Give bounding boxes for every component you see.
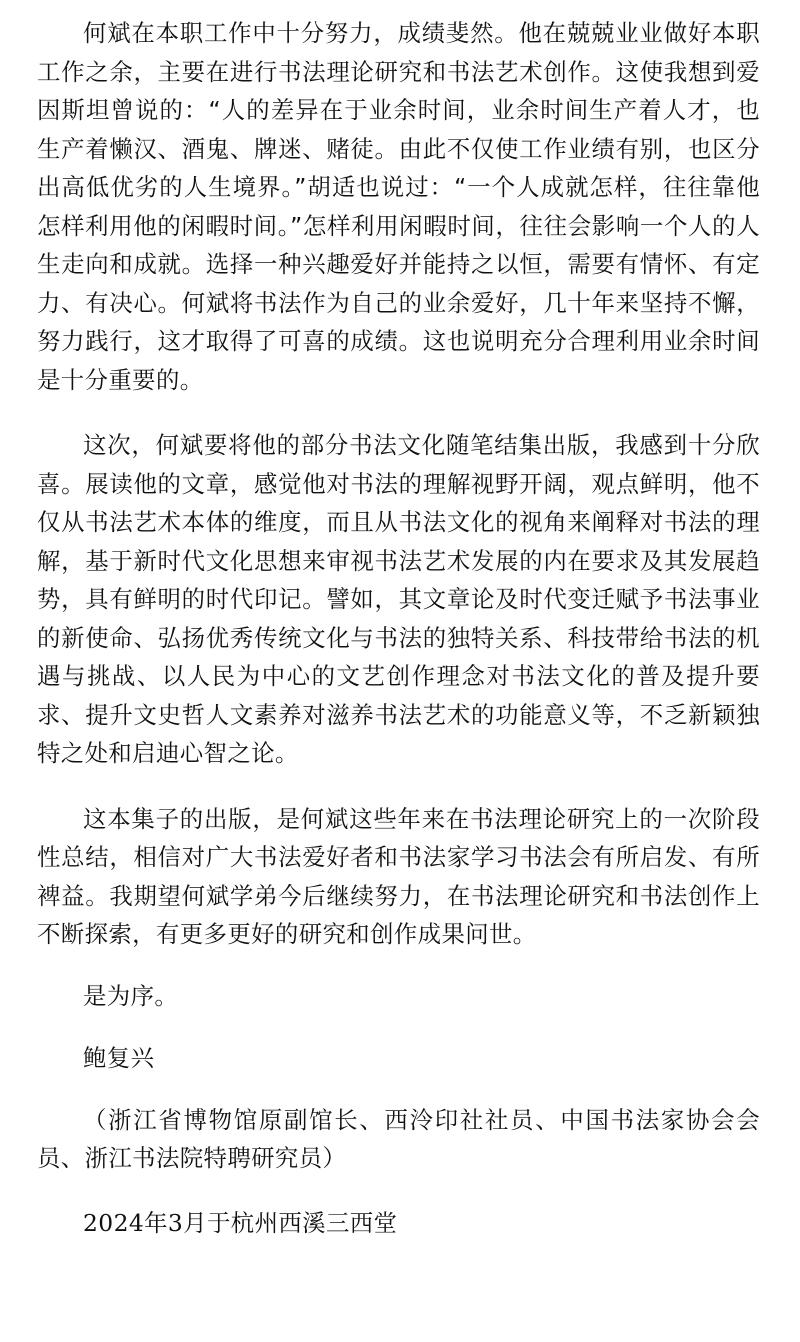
date-place-line: 2024年3月于杭州西溪三西堂 [83,1208,398,1237]
closing-line: 是为序。 [83,981,179,1010]
body-paragraph-2: 这次，何斌要将他的部分书法文化随笔结集出版，我感到十分欣喜。展读他的文章，感觉他对书法的理解视野开阔，观点鲜明，他不仅从书法艺术本体的维度，而且从书法文化的视角来阐释对书法的理解，基于新时代文化思想来审视书法艺术发展的内在要求及其发展趋势，具有鲜明的时代印记。譬如，其文章论及时代变迁赋予书法事业的新使命、弘扬优秀传统文化与书法的独特关系、科技带给书法的机遇与挑战、以人民为中心的文艺创作理念对书法文化的普及提升要求、提升文史哲人文素养对滋养书法艺术的功能意义等，不乏新颖独特之处和启迪心智之论。 [37,431,760,767]
author-titles: （浙江省博物馆原副馆长、西泠印社社员、中国书法家协会会员、浙江书法院特聘研究员） [37,1105,760,1172]
author-name: 鲍复兴 [83,1044,155,1072]
body-paragraph-1: 何斌在本职工作中十分努力，成绩斐然。他在兢兢业业做好本职工作之余，主要在进行书法理论研究和书法艺术创作。这使我想到爱因斯坦曾说的：“人的差异在于业余时间，业余时间生产着人才，也生产着懒汉、酒鬼、牌迷、赌徒。由此不仅使工作业绩有别，也区分出高低优劣的人生境界。”胡适也说过：“一个人成就怎样，往往靠他怎样利用他的闲暇时间。”怎样利用闲暇时间，往往会影响一个人的人生走向和成就。选择一种兴趣爱好并能持之以恒，需要有情怀、有定力、有决心。何斌将书法作为自己的业余爱好，几十年来坚持不懈，努力践行，这才取得了可喜的成绩。这也说明充分合理利用业余时间是十分重要的。 [37,19,760,394]
body-paragraph-3: 这本集子的出版，是何斌这些年来在书法理论研究上的一次阶段性总结，相信对广大书法爱好者和书法家学习书法会有所启发、有所裨益。我期望何斌学弟今后继续努力，在书法理论研究和书法创作上不断探索，有更多更好的研究和创作成果问世。 [37,804,760,948]
